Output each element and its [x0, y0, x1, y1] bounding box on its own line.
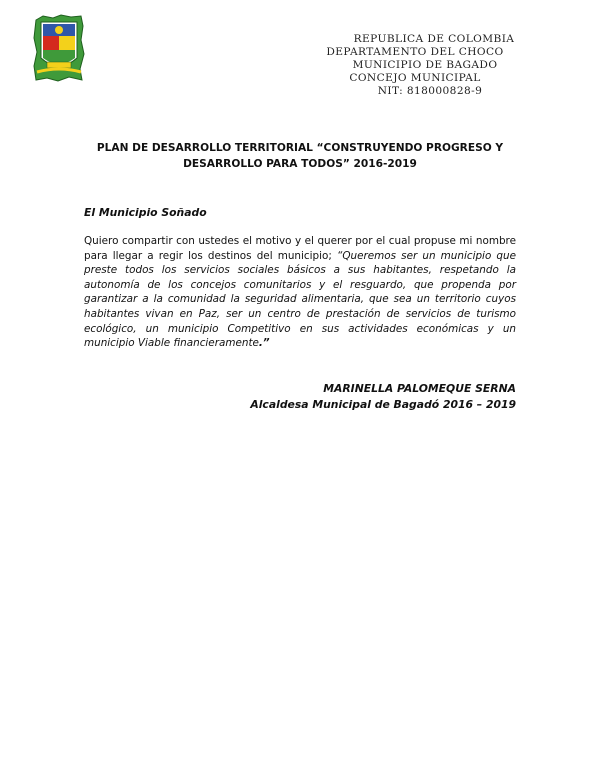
- document-title: [70, 140, 530, 172]
- body-quote: “Queremos ser un municipio que preste todos los servicios sociales básicos a sus habitantes, respetando la autonomía de los concejos comunitarios y el resguardo, que propenda por garantizar a la comunidad la seguridad alimentaria, que sea un territorio cuyos habitantes vivan en Paz, ser un centro de prestación de servicios de turismo ecológico, un municipio Competitivo en sus actividades económicas y un municipio Viable financieramente: [84, 249, 516, 350]
- letterhead-council: CONCEJO MUNICIPAL: [349, 72, 481, 84]
- document-title-line2: DESARROLLO PARA TODOS” 2016-2019: [183, 158, 417, 170]
- body-intro: Quiero compartir con ustedes el motivo y el querer por el cual propuse mi nombre para llegar a regir los destinos del municipio;: [84, 235, 516, 262]
- body-quote-end: .”: [258, 337, 270, 350]
- letterhead-country: REPUBLICA DE COLOMBIA: [353, 33, 515, 45]
- body-paragraph: [84, 234, 516, 351]
- letterhead-nit: NIT: 818000828-9: [377, 85, 483, 97]
- section-heading: El Municipio Soñado: [84, 206, 207, 219]
- signature-block: [250, 381, 516, 412]
- signer-role: Alcaldesa Municipal de Bagadó 2016 – 2019: [250, 397, 516, 411]
- document-title-line1: PLAN DE DESARROLLO TERRITORIAL “CONSTRUYENDO PROGRESO Y: [96, 142, 504, 154]
- letterhead: [300, 33, 530, 98]
- letterhead-department: DEPARTAMENTO DEL CHOCO: [326, 46, 504, 58]
- signer-name: MARINELLA PALOMEQUE SERNA: [323, 382, 516, 395]
- letterhead-municipality: MUNICIPIO DE BAGADO: [352, 59, 498, 71]
- coat-of-arms-icon: [33, 14, 85, 82]
- municipal-emblem: [33, 14, 85, 82]
